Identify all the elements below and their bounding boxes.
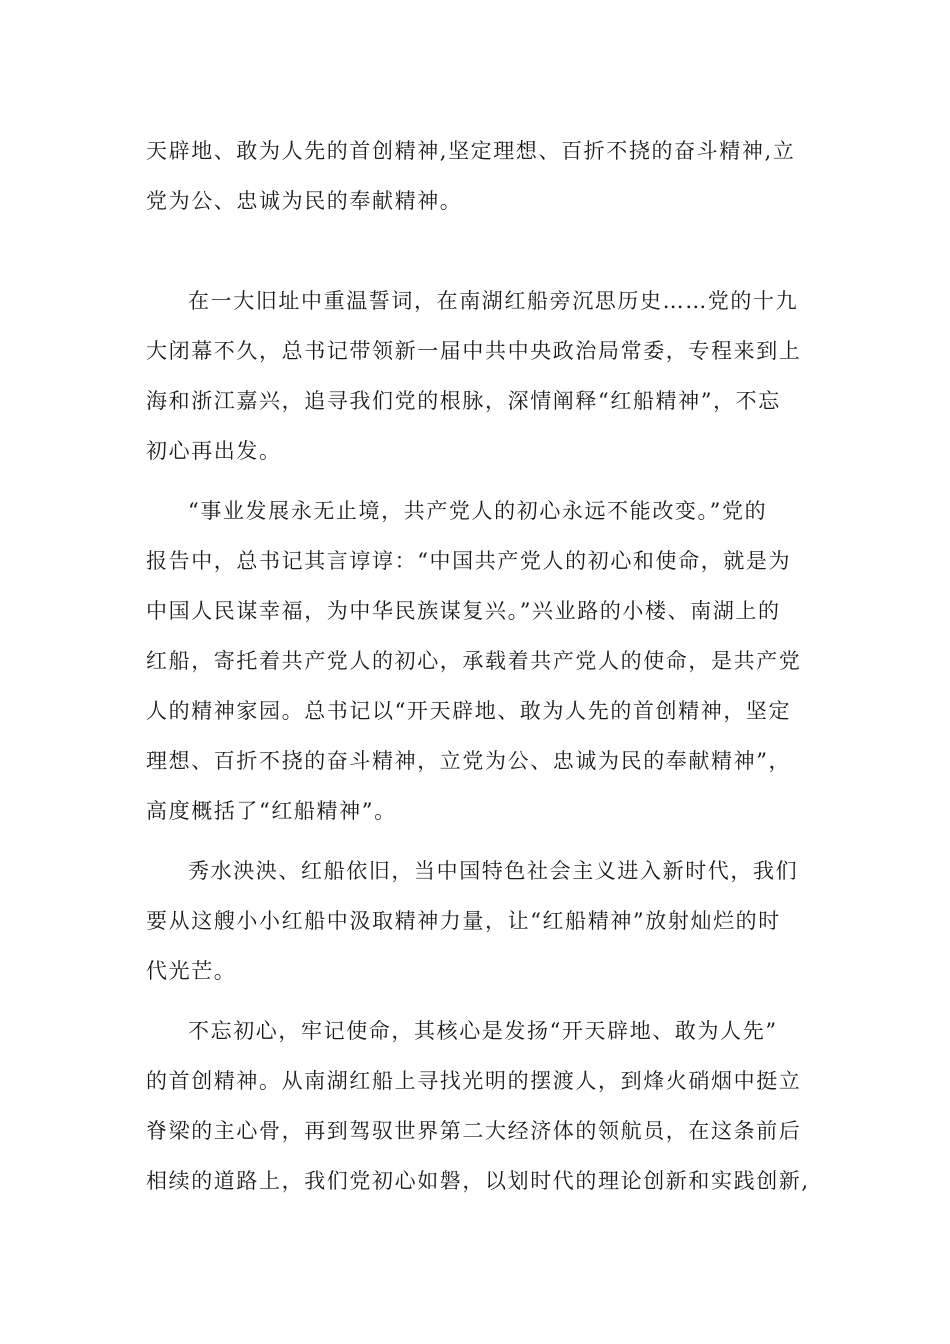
text-line: 红船，寄托着共产党人的初心，承载着共产党人的使命，是共产党: [146, 649, 802, 673]
text-line: 人的精神家园。总书记以“开天辟地、敢为人先的首创精神，坚定: [146, 699, 792, 723]
text-line: 代光芒。: [146, 959, 237, 983]
text-line: 理想、百折不挠的奋斗精神，立党为公、忠诚为民的奉献精神”，: [146, 749, 792, 773]
paragraph-first-line: 在一大旧址中重温誓词，在南湖红船旁沉思历史……党的十九: [188, 289, 799, 313]
text-line: 中国人民谋幸福，为中华民族谋复兴。”兴业路的小楼、南湖上的: [146, 599, 781, 623]
paragraph-first-line: 秀水泱泱、红船依旧，当中国特色社会主义进入新时代，我们: [188, 859, 799, 883]
text-line: 相续的道路上，我们党初心如磐，以划时代的理论创新和实践创新,: [146, 1169, 810, 1193]
text-line: 初心再出发。: [146, 439, 282, 463]
text-line: 高度概括了“红船精神”。: [146, 799, 397, 823]
text-line: 要从这艘小小红船中汲取精神力量，让“红船精神”放射灿烂的时: [146, 909, 781, 933]
text-line: 脊梁的主心骨，再到驾驭世界第二大经济体的领航员，在这条前后: [146, 1119, 802, 1143]
text-line: 报告中，总书记其言谆谆：“中国共产党人的初心和使命，就是为: [146, 549, 792, 573]
text-line: 天辟地、敢为人先的首创精神,坚定理想、百折不挠的奋斗精神,立: [146, 139, 796, 163]
text-line: 大闭幕不久，总书记带领新一届中共中央政治局常委，专程来到上: [146, 339, 802, 363]
paragraph-first-line: 不忘初心，牢记使命，其核心是发扬“开天辟地、敢为人先”: [188, 1019, 778, 1043]
text-line: 海和浙江嘉兴，追寻我们党的根脉，深情阐释“红船精神”，不忘: [146, 389, 781, 413]
paragraph-first-line: “事业发展永无止境，共产党人的初心永远不能改变。”党的: [188, 499, 768, 523]
text-line: 党为公、忠诚为民的奉献精神。: [146, 189, 463, 213]
text-line: 的首创精神。从南湖红船上寻找光明的摆渡人，到烽火硝烟中挺立: [146, 1069, 802, 1093]
